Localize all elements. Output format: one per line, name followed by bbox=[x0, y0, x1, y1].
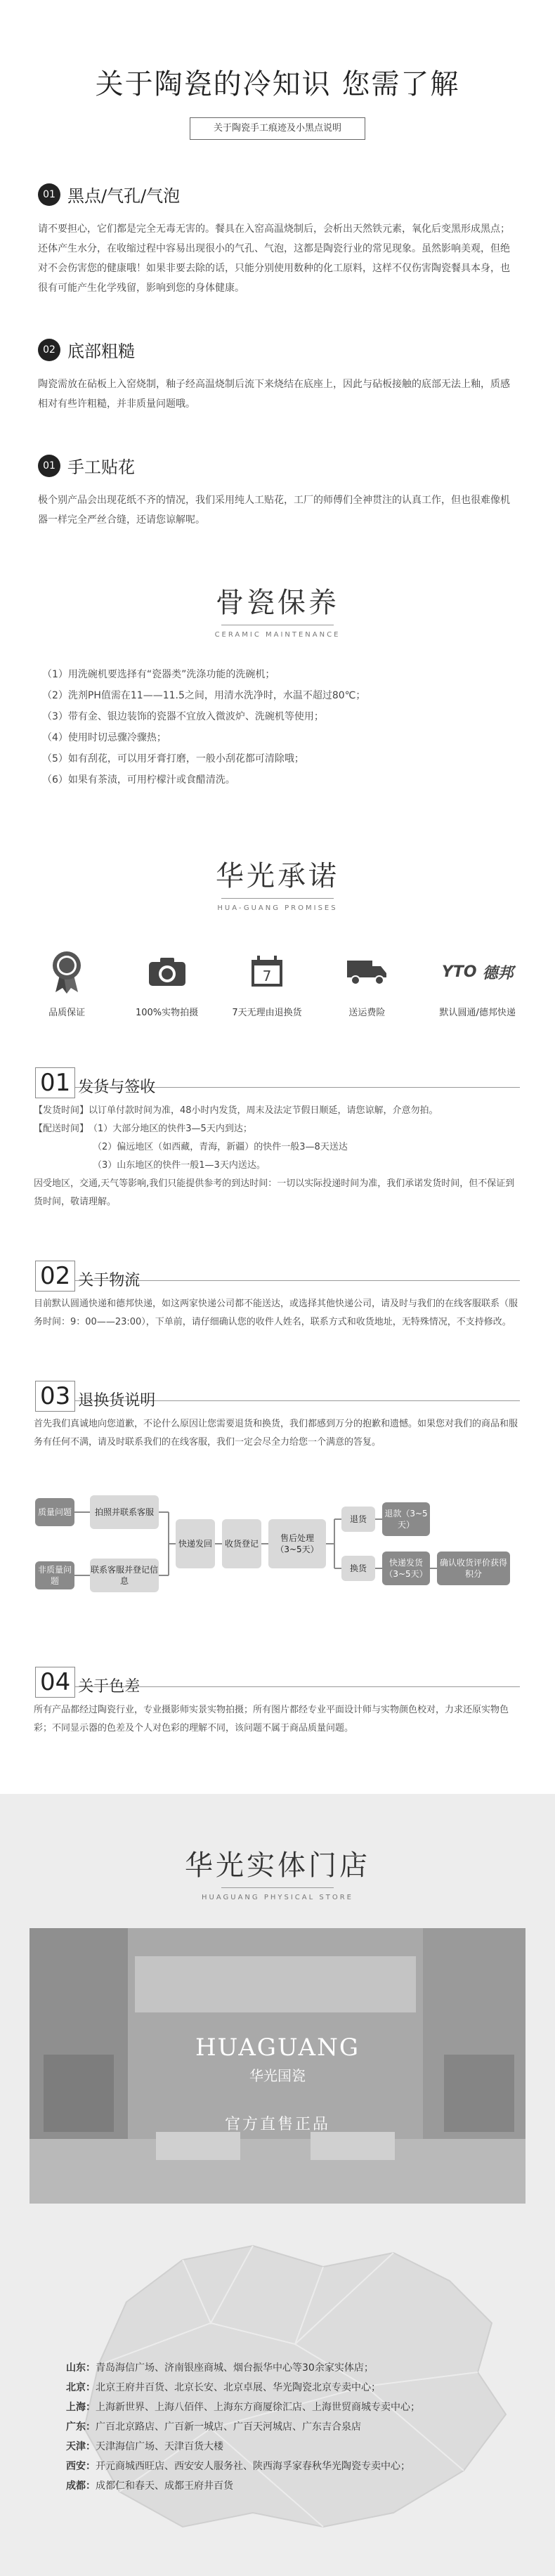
faq-title: 关于色差 bbox=[78, 1678, 141, 1696]
section-title: 底部粗糙 bbox=[67, 341, 135, 361]
store-slogan: 官方直售正品 bbox=[224, 2116, 330, 2133]
care-header bbox=[0, 580, 555, 639]
faq-text: 目前默认圆通快递和德邦快递，如这两家快递公司都不能送达，或选择其他快递公司，请及时与我们的在线客服联系（服务时间：9：00——23:00），下单前，请仔细确认您的收件人姓名，联系方式和收货地址，无特殊情况，不支持修改。 bbox=[34, 1299, 518, 1327]
promise-label: 100%实物拍摄 bbox=[135, 1008, 199, 1018]
address-line: 成都：成都仁和春天、成都王府井百货 bbox=[66, 2480, 233, 2492]
faq-text: 所有产品都经过陶瓷行业，专业摄影师实景实物拍摄；所有图片都经专业平面设计师与实物颜色校对，力求还原实物色彩；不同显示器的色差及个人对色彩的理解不同，该问题不属于商品质量问题。 bbox=[34, 1705, 509, 1733]
care-item: （1）用洗碗机要选择有“瓷器类”洗涤功能的洗碗机； bbox=[42, 669, 275, 680]
flow-exchange: 换货 bbox=[341, 1556, 375, 1581]
divider bbox=[221, 1887, 334, 1888]
care-item: （3）带有金、银边装饰的瓷器不宜放入微波炉、洗碗机等使用； bbox=[42, 711, 324, 722]
flow-reship: 快递发货（3~5天） bbox=[382, 1552, 430, 1585]
flow-nonquality-issue: 非质量问题 bbox=[35, 1561, 74, 1589]
store-brand: HUAGUANG bbox=[195, 2034, 360, 2062]
care-list bbox=[0, 664, 555, 791]
store-map bbox=[0, 2218, 555, 2548]
flow-receive-register: 收货登记 bbox=[222, 1519, 261, 1568]
store-header bbox=[0, 1794, 555, 1901]
section-title: 手工贴花 bbox=[67, 457, 135, 477]
faq-line: 因受地区，交通,天气等影响,我们只能提供参考的到达时间：一切以实际投递时间为准，我们承诺发货时间，但不保证到货时间，敬请理解。 bbox=[34, 1178, 515, 1207]
divider bbox=[221, 898, 334, 899]
quality-medal-icon bbox=[25, 947, 109, 996]
promise-quality bbox=[25, 947, 109, 1018]
faq-line: 【配送时间】 （1）大部分地区的快件3—5天内到达； bbox=[34, 1124, 252, 1134]
flow-after-sale: 售后处理（3~5天） bbox=[268, 1519, 326, 1568]
address-line: 西安：开元商城西旺店、西安安人服务社、陕西海孚家春秋华光陶瓷专卖中心； bbox=[66, 2461, 410, 2472]
returns-flowchart bbox=[35, 1477, 520, 1632]
flow-contact-register: 联系客服并登记信息 bbox=[90, 1559, 159, 1592]
store-title: 华光实体门店 bbox=[185, 1849, 370, 1882]
flow-return: 退货 bbox=[341, 1507, 375, 1532]
faq-number: 01 bbox=[35, 1067, 75, 1098]
promise-freight bbox=[325, 947, 409, 1018]
address-line: 上海：上海新世界、上海八佰伴、上海东方商厦徐汇店、上海世贸商城专卖中心； bbox=[66, 2402, 420, 2413]
section-number-badge: 02 bbox=[38, 339, 60, 361]
promise-subtitle: HUA-GUANG PROMISES bbox=[217, 904, 338, 912]
faq-line: （2）偏远地区（如西藏，青海，新疆）的快件一般3—8天送达 bbox=[93, 1142, 348, 1152]
faq-title: 退换货说明 bbox=[78, 1392, 156, 1410]
store-address-list bbox=[66, 2358, 523, 2496]
section-number-badge: 01 bbox=[38, 455, 60, 477]
address-line: 山东：青岛海信广场、济南银座商城、烟台振华中心等30余家实体店； bbox=[66, 2362, 374, 2374]
address-line: 广东：广百北京路店、广百新一城店、广百天河城店、广东吉合泉店 bbox=[66, 2421, 361, 2433]
debang-logo-text: 德邦 bbox=[482, 964, 514, 982]
flow-refund: 退款（3~5天） bbox=[382, 1502, 430, 1536]
section-text: 请不要担心，它们都是完全无毒无害的。餐具在入窑高温烧制后，会析出天然铁元素，氧化后变黑形成黑点；还体产生水分，在收缩过程中容易出现很小的气孔、气泡，这都是陶瓷行业的常见现象。虽然影响美观，但绝对不会伤害您的健康哦！如果非要去除的话，只能分别使用数种的化工原料，这样不仅伤害陶瓷餐具本身，也很有可能产生化学残留，影响到您的身体健康。 bbox=[38, 223, 510, 294]
knowledge-section-3 bbox=[0, 453, 555, 530]
store-subtitle: HUAGUANG PHYSICAL STORE bbox=[202, 1894, 353, 1901]
care-item: （2）洗剂PH值需在11——11.5之间，用清水洗净时，水温不超过80℃； bbox=[42, 690, 366, 701]
promise-title: 华光承诺 bbox=[216, 860, 339, 892]
care-item: （5）如有刮花，可以用牙膏打磨，一般小刮花都可清除哦； bbox=[42, 753, 304, 765]
page-subtitle: 关于陶瓷手工痕迹及小黑点说明 bbox=[190, 117, 365, 140]
store-photo bbox=[30, 1928, 525, 2204]
page-title: 关于陶瓷的冷知识 您需了解 bbox=[95, 68, 460, 100]
truck-icon bbox=[325, 947, 409, 996]
promise-courier bbox=[425, 947, 530, 1018]
yto-debang-logo-icon bbox=[425, 947, 530, 996]
faq-text: 首先我们真诚地向您道歉，不论什么原因让您需要退货和换货，我们都感到万分的抱歉和遗憾。如果您对我们的商品和服务有任何不满，请及时联系我们的在线客服，我们一定会尽全力给您一个满意的答复。 bbox=[34, 1419, 518, 1448]
section-title: 黑点/气孔/气泡 bbox=[67, 186, 181, 206]
faq-logistics bbox=[0, 1261, 555, 1332]
promise-label: 7天无理由退换货 bbox=[232, 1008, 302, 1018]
store-brand-cn: 华光国瓷 bbox=[249, 2067, 306, 2084]
section-text: 极个别产品会出现花纸不齐的情况，我们采用纯人工贴花，工厂的师傅们全神贯注的认真工作，但也很难像机器一样完全严丝合缝，还请您谅解呢。 bbox=[38, 495, 510, 526]
care-item: （6）如果有茶渍，可用柠檬汁或食醋清洗。 bbox=[42, 774, 235, 786]
promise-label: 品质保证 bbox=[48, 1008, 86, 1018]
care-item: （4）使用时切忌骤冷骤热； bbox=[42, 732, 166, 743]
flow-confirm-receipt: 确认收货评价获得积分 bbox=[437, 1552, 510, 1585]
faq-returns bbox=[0, 1381, 555, 1632]
camera-icon bbox=[125, 947, 209, 996]
promise-row bbox=[0, 947, 555, 1018]
faq-title: 关于物流 bbox=[78, 1272, 141, 1289]
svg-text:7: 7 bbox=[262, 968, 272, 984]
faq-number: 04 bbox=[35, 1667, 75, 1698]
flow-photo-contact: 拍照并联系客服 bbox=[90, 1495, 159, 1529]
faq-line: 【发货时间】 以订单付款时间为准，48小时内发货，周末及法定节假日顺延，请您谅解，介意勿拍。 bbox=[34, 1105, 438, 1116]
faq-number: 02 bbox=[35, 1261, 75, 1292]
faq-color bbox=[0, 1667, 555, 1738]
care-subtitle: CERAMIC MAINTENANCE bbox=[214, 631, 341, 639]
store-section bbox=[0, 1794, 555, 2576]
yto-logo-text: YTO bbox=[441, 963, 477, 981]
faq-title: 发货与签收 bbox=[78, 1079, 156, 1096]
flow-send-back: 快递发回 bbox=[176, 1519, 215, 1568]
address-line: 北京：北京王府井百货、北京长安、北京卓展、华光陶瓷北京专卖中心； bbox=[66, 2382, 381, 2393]
faq-number: 03 bbox=[35, 1381, 75, 1412]
store-brand-logo bbox=[30, 2034, 525, 2085]
care-title: 骨瓷保养 bbox=[216, 587, 339, 619]
knowledge-section-2 bbox=[0, 337, 555, 414]
section-text: 陶瓷需放在砧板上入窑烧制，釉子经高温烧制后流下来烧结在底座上，因此与砧板接触的底部无法上釉，质感相对有些许粗糙，并非质量问题哦。 bbox=[38, 379, 510, 410]
section-number-badge: 01 bbox=[38, 183, 60, 206]
faq-delivery bbox=[0, 1067, 555, 1211]
promise-photo bbox=[125, 947, 209, 1018]
faq-line: （3）山东地区的快件一般1—3天内送达。 bbox=[93, 1160, 266, 1171]
knowledge-section-1 bbox=[0, 182, 555, 298]
calendar-7-icon bbox=[225, 947, 309, 996]
promise-label: 默认圆通/德邦快递 bbox=[439, 1008, 516, 1018]
promise-header bbox=[0, 854, 555, 912]
promise-return bbox=[225, 947, 309, 1018]
flow-quality-issue: 质量问题 bbox=[35, 1498, 74, 1526]
promise-label: 送运费险 bbox=[348, 1008, 386, 1018]
address-line: 天津：天津海信广场、天津百货大楼 bbox=[66, 2441, 223, 2452]
